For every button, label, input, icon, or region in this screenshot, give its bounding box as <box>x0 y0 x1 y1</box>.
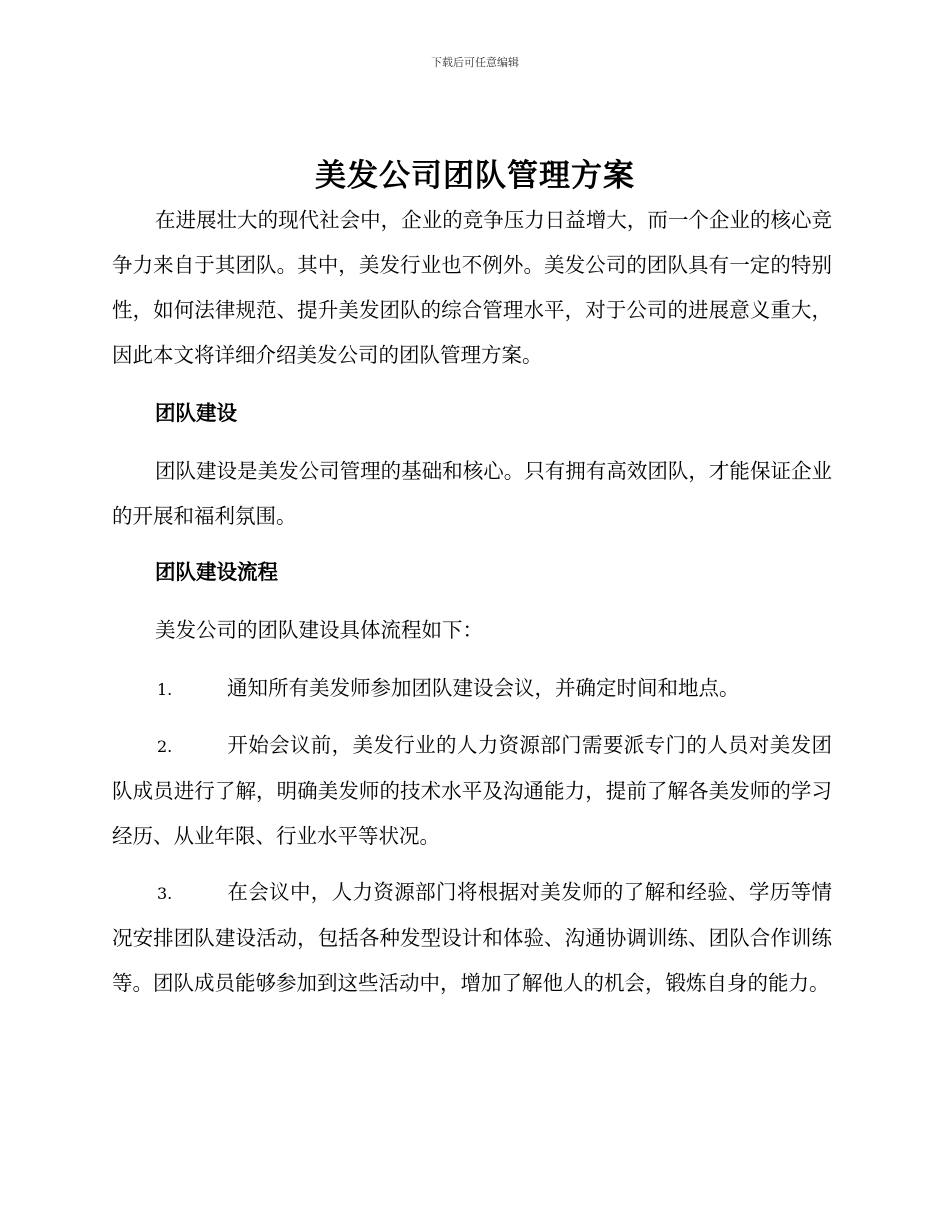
list-item-text: 通知所有美发师参加团队建设会议，并确定时间和地点。 <box>227 676 740 700</box>
list-item <box>112 723 832 859</box>
list-item-number: 1. <box>157 680 173 699</box>
list-item-number: 2. <box>157 737 173 756</box>
list-item-text: 在会议中，人力资源部门将根据对美发师的了解和经验、学历等情况安排团队建设活动，包括各种发型设计和体验、沟通协调训练、团队合作训练等。团队成员能够参加到这些活动中，增加了解他人的机会，锻炼自身的能力。 <box>112 880 832 995</box>
intro-paragraph: 在进展壮大的现代社会中，企业的竞争压力日益增大，而一个企业的核心竞争力来自于其团队。其中，美发行业也不例外。美发公司的团队具有一定的特别性，如何法律规范、提升美发团队的综合管理水平，对于公司的进展意义重大，因此本文将详细介绍美发公司的团队管理方案。 <box>112 208 832 367</box>
team-building-paragraph: 团队建设是美发公司管理的基础和核心。只有拥有高效团队，才能保证企业的开展和福利氛围。 <box>112 459 832 528</box>
process-lead-paragraph: 美发公司的团队建设具体流程如下： <box>155 618 483 642</box>
section-heading-team-building: 团队建设 <box>155 401 237 425</box>
list-item <box>112 870 832 1006</box>
header-note: 下载后可任意编辑 <box>431 56 519 69</box>
list-item-number: 3. <box>157 884 173 903</box>
document-title: 美发公司团队管理方案 <box>315 158 635 194</box>
list-item <box>112 666 832 712</box>
list-item-text: 开始会议前，美发行业的人力资源部门需要派专门的人员对美发团队成员进行了解，明确美发师的技术水平及沟通能力，提前了解各美发师的学习经历、从业年限、行业水平等状况。 <box>112 733 832 848</box>
section-heading-process: 团队建设流程 <box>155 560 278 584</box>
